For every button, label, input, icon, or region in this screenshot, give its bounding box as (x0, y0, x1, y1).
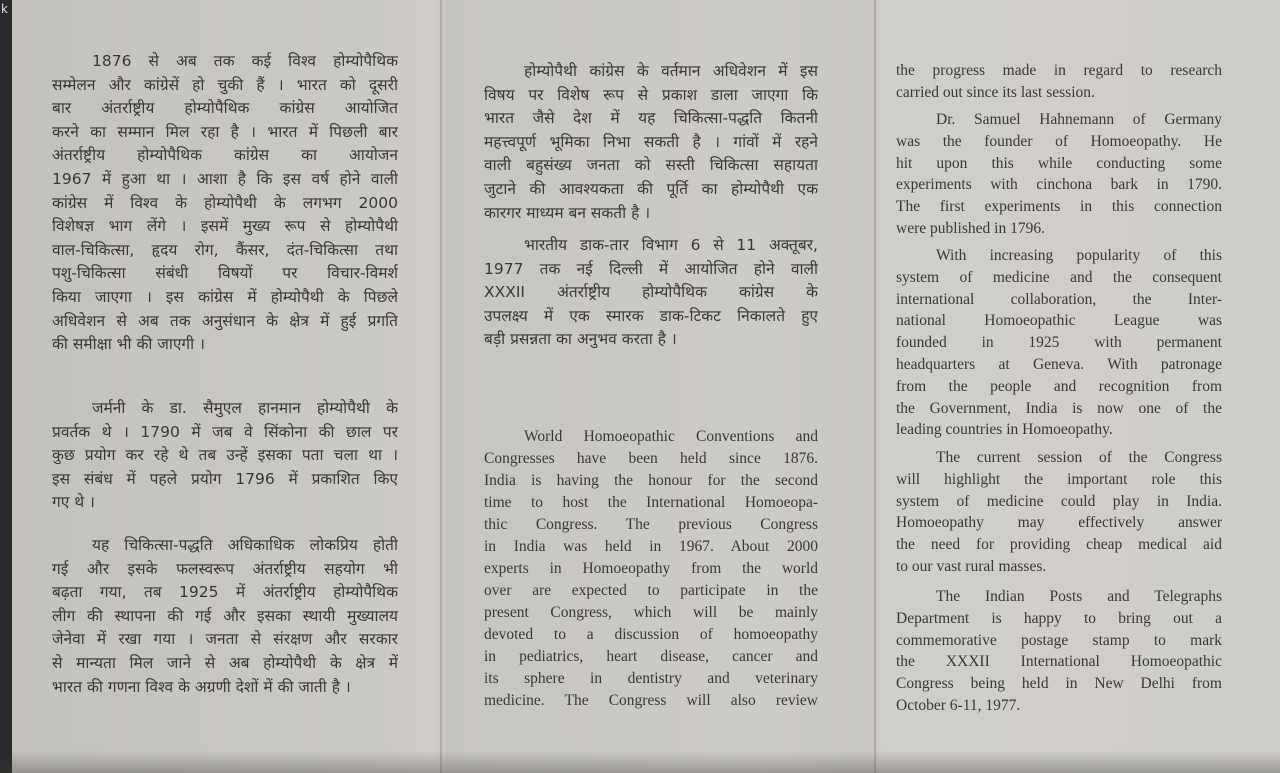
text-line: होम्योपैथी कांग्रेस के वर्तमान अधिवेशन में इस (524, 62, 818, 80)
text-line: जुटाने की आवश्यकता की पूर्ति का होम्योपैथी एक (484, 179, 818, 198)
text-line: Congresses have been held since 1876. (484, 450, 818, 467)
text-line: The first experiments in this connection (896, 198, 1222, 216)
text-line: the need for providing cheap medical aid (896, 536, 1222, 554)
text-line: international collaboration, the Inter- (896, 290, 1222, 308)
text-line: time to host the International Homoeopa- (484, 494, 818, 511)
text-line: लीग की स्थापना की गई और इसका स्थायी मुख्यालय (52, 606, 398, 625)
text-line: the Government, India is now one of the (896, 399, 1222, 417)
text-line: वाल-चिकित्सा, हृदय रोग, कैंसर, दंत-चिकित्सा तथा (52, 240, 398, 259)
text-line: विषय पर विशेष रूप से प्रकाश डाला जाएगा कि (484, 85, 818, 104)
paragraph (896, 586, 1222, 717)
paragraph (484, 60, 818, 225)
paragraph (896, 245, 1222, 441)
dark-edge (0, 0, 12, 773)
text-line: hit upon this while conducting some (896, 154, 1222, 172)
text-line: कुछ प्रयोग कर रहे थे तब उन्हें इसका पता चला था । (52, 446, 398, 465)
text-line: विशेषज्ञ भाग लेंगे । इसमें मुख्य रूप से होम्योपैथी (52, 217, 398, 236)
paragraph (896, 447, 1222, 578)
text-line: system of medicine and the consequent (896, 268, 1222, 286)
text-line: महत्त्वपूर्ण भूमिका निभा सकती है । गांवों में रहने (484, 132, 818, 151)
text-line: experts in Homoeopathy from the world (484, 560, 818, 577)
text-line: its sphere in dentistry and veterinary (484, 670, 818, 687)
text-line: in India was held in 1967. About 2000 (484, 538, 818, 555)
text-line: वाली बहुसंख्य जनता को सस्ती चिकित्सा सहायता (484, 156, 818, 175)
text-line: medicine. The Congress will also review (484, 692, 818, 709)
text-line: national Homoeopathic League was (896, 312, 1222, 330)
text-line: यह चिकित्सा-पद्धति अधिकाधिक लोकप्रिय होती (92, 536, 398, 554)
left-panel-hindi (52, 0, 398, 773)
text-line: will highlight the important role this (896, 470, 1222, 488)
paragraph (484, 234, 818, 352)
paragraph (52, 50, 398, 357)
paragraph (896, 60, 1222, 104)
text-line: the XXXII International Homoeopathic (896, 653, 1222, 671)
middle-panel (484, 0, 818, 773)
text-line: experiments with cinchona bark in 1790. (896, 176, 1222, 194)
text-line: गए थे । (52, 493, 95, 512)
text-line: present Congress, which will be mainly (484, 604, 818, 621)
text-line: Homoeopathy may effectively answer (896, 514, 1222, 532)
text-line: बार अंतर्राष्ट्रीय होम्योपैथिक कांग्रेस आयोजित (52, 99, 398, 118)
text-line: की समीक्षा भी की जाएगी । (52, 335, 205, 354)
text-line: किया जाएगा । इस कांग्रेस में होम्योपैथी के पिछले (52, 287, 398, 306)
text-line: अंतर्राष्ट्रीय होम्योपैथिक कांग्रेस का आयोजन (52, 146, 398, 165)
text-line: बड़ी प्रसन्नता का अनुभव करता है । (484, 330, 677, 349)
text-line: Congress being held in New Delhi from (896, 675, 1222, 693)
paragraph (52, 397, 398, 515)
text-line: The current session of the Congress (936, 449, 1222, 466)
text-line: founded in 1925 with permanent (896, 334, 1222, 352)
text-line: over are expected to participate in the (484, 582, 818, 599)
text-line: carried out since its last session. (896, 83, 1095, 101)
text-line: October 6-11, 1977. (896, 696, 1021, 714)
text-line: करने का सम्मान मिल रहा है । भारत में पिछली बार (52, 122, 398, 141)
text-line: सम्मेलन और कांग्रेसें हो चुकी हैं । भारत को दूसरी (52, 75, 398, 94)
text-line: कारगर माध्यम बन सकती है । (484, 203, 651, 222)
text-line: भारत जैसे देश में यह चिकित्सा-पद्धति कितनी (484, 109, 818, 128)
text-line: से मान्यता मिल जाने से अब होम्योपैथी के क्षेत्र में (52, 653, 398, 672)
text-line: India is having the honour for the second (484, 472, 818, 489)
text-line: जर्मनी के डा. सैमुएल हानमान होम्योपैथी के (92, 399, 398, 417)
text-line: The Indian Posts and Telegraphs (936, 588, 1222, 605)
text-line: अधिवेशन से अब तक अनुसंधान के क्षेत्र में हुई प्रगति (52, 311, 398, 330)
paragraph (52, 534, 398, 699)
text-line: बढ़ता गया, तब 1925 में अंतर्राष्ट्रीय होम्योपैथिक (52, 583, 398, 602)
text-line: thic Congress. The previous Congress (484, 516, 818, 533)
text-line: from the people and recognition from (896, 377, 1222, 395)
right-panel-english (896, 0, 1222, 773)
text-line: गई और इसके फलस्वरूप अंतर्राष्ट्रीय सहयोग भी (52, 559, 398, 578)
text-line: leading countries in Homoeopathy. (896, 421, 1113, 439)
text-line: World Homoeopathic Conventions and (524, 428, 818, 445)
fold-line-1 (440, 0, 442, 773)
text-line: headquarters at Geneva. With patronage (896, 355, 1222, 373)
text-line: जेनेवा में रखा गया । जनता से संरक्षण और सरकार (52, 630, 398, 649)
text-line: भारत की गणना विश्व के अग्रणी देशों में की जाती है । (52, 677, 351, 696)
text-line: उपलक्ष्य में एक स्मारक डाक-टिकट निकालते हुए (484, 306, 818, 325)
text-line: भारतीय डाक-तार विभाग 6 से 11 अक्तूबर, (524, 236, 818, 254)
text-line: to our vast rural masses. (896, 557, 1047, 575)
fold-line-2 (874, 0, 876, 773)
text-line: commemorative postage stamp to mark (896, 631, 1222, 649)
text-line: Department is happy to bring out a (896, 609, 1222, 627)
text-line: were published in 1796. (896, 219, 1045, 237)
text-line: was the founder of Homoeopathy. He (896, 132, 1222, 150)
text-line: पशु-चिकित्सा संबंधी विषयों पर विचार-विमर्श (52, 264, 398, 283)
paragraph (484, 426, 818, 712)
text-line: in pediatrics, heart disease, cancer and (484, 648, 818, 665)
text-line: 1977 तक नई दिल्ली में आयोजित होने वाली (484, 259, 818, 278)
text-line: इस संबंध में पहले प्रयोग 1796 में प्रकाशित किए (52, 469, 398, 488)
text-line: Dr. Samuel Hahnemann of Germany (936, 111, 1222, 128)
text-line: 1967 में हुआ था । आशा है कि इस वर्ष होने वाली (52, 169, 398, 188)
text-line: devoted to a discussion of homoeopathy (484, 626, 818, 643)
edge-label: k (1, 2, 8, 16)
paragraph (896, 109, 1222, 240)
text-line: 1876 से अब तक कई विश्व होम्योपैथिक (92, 52, 398, 70)
text-line: XXXII अंतर्राष्ट्रीय होम्योपैथिक कांग्रेस के (484, 283, 818, 302)
text-line: प्रवर्तक थे । 1790 में जब वे सिंकोना की छाल पर (52, 422, 398, 441)
text-line: कांग्रेस में विश्व के होम्योपैथी के लगभग 2000 (52, 193, 398, 212)
text-line: With increasing popularity of this (936, 247, 1222, 264)
text-line: system of medicine could play in India. (896, 492, 1222, 510)
text-line: the progress made in regard to research (896, 62, 1222, 79)
